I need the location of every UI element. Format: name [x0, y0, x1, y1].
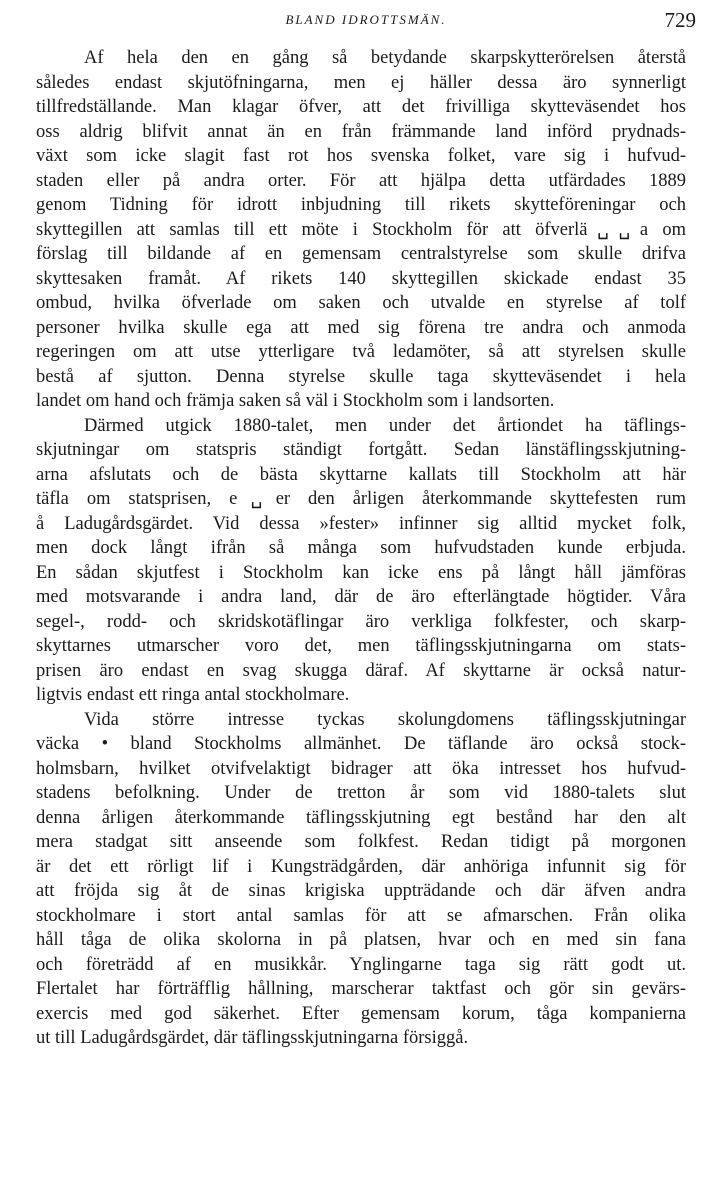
- text-line: Därmed utgick 1880-talet, men under det årtiondet ha täflings-: [84, 415, 686, 436]
- text-line: skyttarnes utmarscher voro det, men täflingsskjutningarna om stats-: [36, 636, 686, 656]
- text-line: arna afslutats och de bästa skyttarne kallats till Stockholm att här: [36, 464, 686, 485]
- text-line: tillfredställande. Man klagar öfver, att det frivilliga skytteväsendet hos: [36, 97, 686, 117]
- text-line: genom Tidning för idrott inbjudning till rikets skytteföreningar och: [36, 195, 686, 215]
- text-line: segel-, rodd- och skridskotäflingar äro verkliga folkfester, och skarp-: [36, 611, 686, 632]
- running-title: BLAND IDROTTSMÄN.: [285, 12, 447, 27]
- text-line: denna årligen återkommande täflingsskjutning egt bestånd har den alt: [36, 807, 686, 828]
- text-line: holmsbarn, hvilket otvifvelaktigt bidrager att öka intresset hos hufvud-: [36, 758, 686, 779]
- text-line: prisen äro endast en svag skugga däraf. Af skyttarne är också natur-: [36, 660, 686, 681]
- text-line: håll tåga de olika skolorna in på platsen, hvar och en med sin fana: [36, 930, 686, 950]
- text-line: växt som icke slagit fast rot hos svenska folket, vare sig i hufvud-: [36, 146, 686, 166]
- text-line: är det ett rörligt lif i Kungsträdgården, där anhöriga infunnit sig för: [36, 856, 686, 877]
- text-line: ut till Ladugårdsgärdet, där täflingsskjutningarna försiggå.: [36, 1028, 469, 1048]
- text-line: bestå af sjutton. Denna styrelse skulle taga skytteväsendet i hela: [36, 366, 686, 387]
- text-line: att fröjda sig åt de sinas krigiska uppträdande och där äfven andra: [36, 881, 686, 901]
- text-line: således endast skjutöfningarna, men ej häller dessa äro synnerligt: [36, 72, 686, 93]
- text-line: täfla om statsprisen, e␣er den årligen återkommande skyttefesten rum: [36, 489, 686, 509]
- text-line: skyttesaken framåt. Af rikets 140 skyttegillen skickade endast 35: [36, 268, 686, 289]
- text-line: å Ladugårdsgärdet. Vid dessa »fester» infinner sig alltid mycket folk,: [36, 513, 686, 534]
- text-line: men dock långt ifrån så många som hufvudstaden kunde erbjuda.: [36, 538, 686, 558]
- text-line: exercis med god säkerhet. Efter gemensam korum, tåga kompanierna: [36, 1003, 686, 1024]
- text-line: skyttegillen att samlas till ett möte i Stockholm för att öfverlä␣␣a om: [36, 219, 686, 240]
- text-line: väcka • bland Stockholms allmänhet. De täflande äro också stock-: [36, 734, 686, 754]
- text-line: Vida större intresse tyckas skolungdomens täflingsskjutningar: [84, 709, 686, 730]
- text-line: Flertalet har förträfflig hållning, marscherar taktfast och gör sin gevärs-: [36, 979, 686, 999]
- text-line: regeringen om att utse ytterligare två ledamöter, så att styrelsen skulle: [36, 342, 686, 362]
- text-line: Af hela den en gång så betydande skarpskytterörelsen återstå: [84, 48, 686, 68]
- text-line: stockholmare i stort antal samlas för att se afmarschen. Från olika: [36, 905, 686, 926]
- text-line: ligtvis endast ett ringa antal stockholmare.: [36, 685, 350, 705]
- text-line: mera stadgat sitt anseende som folkfest. Redan tidigt på morgonen: [36, 832, 686, 852]
- text-line: förslag till bildande af en gemensam centralstyrelse som skulle drifva: [36, 244, 686, 264]
- text-line: staden eller på andra orter. För att hjälpa detta utfärdades 1889: [36, 170, 686, 191]
- text-line: och företrädd af en musikkår. Ynglingarne taga sig rätt godt ut.: [36, 954, 686, 975]
- text-line: personer hvilka skulle ega att med sig förena tre andra och anmoda: [36, 317, 686, 338]
- text-line: stadens befolkning. Under de tretton år som vid 1880-talets slut: [36, 783, 686, 803]
- text-line: landet om hand och främja saken så väl i Stockholm som i landsorten.: [36, 391, 555, 411]
- text-line: med motsvarande i andra land, där de äro efterlängtade högtider. Våra: [36, 587, 686, 607]
- text-line: En sådan skjutfest i Stockholm kan icke ens på långt håll jämföras: [36, 562, 686, 583]
- text-line: ombud, hvilka öfverlade om saken och utvalde en styrelse af tolf: [36, 293, 686, 313]
- text-line: oss aldrig blifvit annat än en från främmande land införd prydnads-: [36, 121, 686, 142]
- page-number: 729: [664, 8, 696, 32]
- running-header: [36, 8, 696, 34]
- body-text: [36, 46, 686, 1051]
- text-line: skjutningar om statspris ständigt fortgått. Sedan länstäflingsskjutning-: [36, 440, 686, 460]
